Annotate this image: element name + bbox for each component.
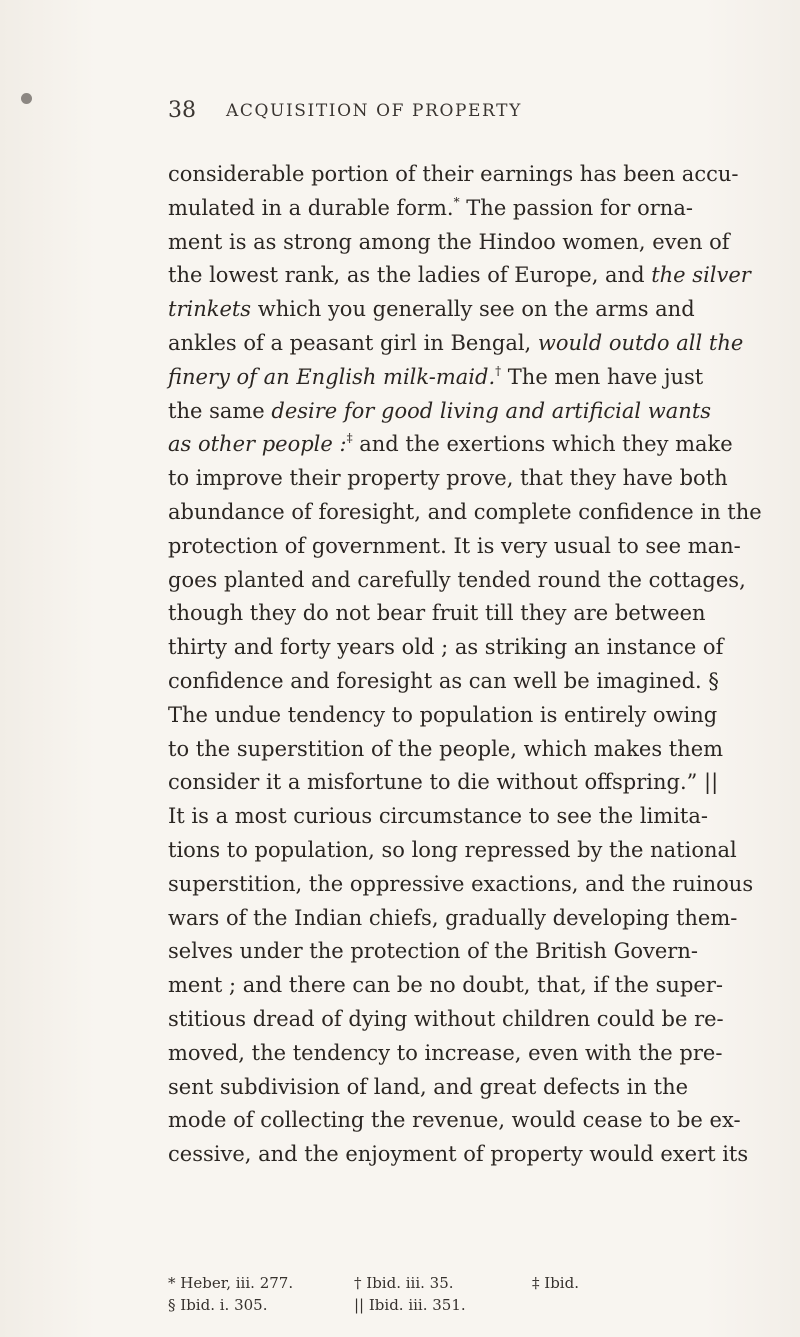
text-run: mode of collecting the revenue, would cease to be ex- [168, 1108, 741, 1133]
text-run: the same [168, 398, 272, 423]
text-run: The undue tendency to population is entirely owing [168, 702, 718, 727]
text-run: abundance of foresight, and complete confidence in the [168, 499, 762, 524]
footnote: ‡ Ibid. [532, 1274, 579, 1292]
text-line [168, 428, 800, 462]
footnote: † Ibid. iii. 35. [354, 1274, 454, 1292]
text-run: cessive, and the enjoyment of property would exert its [168, 1142, 749, 1167]
text-run: wars of the Indian chiefs, gradually developing them- [168, 905, 738, 930]
text-run: The passion for orna- [459, 195, 693, 220]
text-line [168, 597, 800, 631]
text-run: mulated in a durable form. [168, 195, 454, 220]
text-line [168, 935, 800, 969]
text-line [168, 1104, 800, 1138]
text-line [168, 631, 800, 665]
italic-text: the silver [651, 263, 751, 288]
text-run: to improve their property prove, that they have both [168, 466, 728, 491]
running-head: ACQUISITION OF PROPERTY [226, 101, 522, 121]
italic-text: would outdo all the [537, 330, 744, 355]
text-line [168, 496, 800, 530]
text-line [168, 361, 800, 395]
text-run: protection of government. It is very usual to see man- [168, 533, 741, 558]
footnote: § Ibid. i. 305. [168, 1296, 268, 1314]
text-line [168, 259, 800, 293]
text-run: and the exertions which they make [352, 432, 733, 457]
text-run: though they do not bear fruit till they are between [168, 601, 706, 626]
text-line [168, 1003, 800, 1037]
footnote: * Heber, iii. 277. [168, 1274, 294, 1292]
text-run: moved, the tendency to increase, even with the pre- [168, 1040, 723, 1065]
text-line [168, 868, 800, 902]
footnote-mark: † [495, 363, 502, 378]
text-line [168, 766, 800, 800]
footnote-mark: * [453, 194, 460, 209]
text-line [168, 293, 800, 327]
page-header [168, 98, 638, 126]
italic-text: finery of an English milk-maid. [168, 364, 496, 389]
page-number: 38 [168, 98, 196, 123]
text-line [168, 327, 800, 361]
italic-text: desire for good living and artificial wants [271, 398, 712, 423]
text-line [168, 226, 800, 260]
text-run: ment ; and there can be no doubt, that, if the super- [168, 973, 723, 998]
italic-text: as other people : [168, 432, 347, 457]
italic-text: trinkets [168, 297, 252, 322]
footnote-mark: ‡ [346, 431, 353, 446]
text-line [168, 800, 800, 834]
text-line [168, 564, 800, 598]
text-run: tions to population, so long repressed by the national [168, 837, 737, 862]
text-line [168, 158, 800, 192]
text-run: thirty and forty years old ; as striking an instance of [168, 635, 724, 660]
binding-hole-mark [21, 93, 32, 104]
text-line [168, 902, 800, 936]
text-run: sent subdivision of land, and great defects in the [168, 1074, 689, 1099]
text-run: selves under the protection of the British Govern- [168, 939, 698, 964]
text-line [168, 1071, 800, 1105]
text-line [168, 1138, 800, 1172]
text-line [168, 699, 800, 733]
text-line [168, 192, 800, 226]
text-line [168, 462, 800, 496]
text-run: The men have just [501, 364, 704, 389]
text-run: considerable portion of their earnings has been accu- [168, 162, 739, 186]
text-line [168, 530, 800, 564]
text-line [168, 969, 800, 1003]
text-run: It is a most curious circumstance to see the limita- [168, 804, 708, 829]
text-line [168, 395, 800, 429]
text-run: ment is as strong among the Hindoo women, even of [168, 229, 730, 254]
footnote: || Ibid. iii. 351. [354, 1296, 466, 1314]
text-run: ankles of a peasant girl in Bengal, [168, 330, 538, 355]
text-run: which you generally see on the arms and [251, 297, 695, 322]
text-run: to the superstition of the people, which makes them [168, 736, 724, 761]
text-line [168, 665, 800, 699]
text-line [168, 733, 800, 767]
text-run: superstition, the oppressive exactions, and the ruinous [168, 871, 754, 896]
text-run: consider it a misfortune to die without offspring.” || [168, 770, 719, 795]
text-run: stitious dread of dying without children could be re- [168, 1006, 724, 1031]
text-run: the lowest rank, as the ladies of Europe, and [168, 263, 652, 288]
body-text [168, 158, 800, 1172]
text-run: goes planted and carefully tended round the cottages, [168, 567, 746, 592]
text-run: confidence and foresight as can well be imagined. § [168, 668, 719, 693]
text-line [168, 1037, 800, 1071]
text-line [168, 834, 800, 868]
